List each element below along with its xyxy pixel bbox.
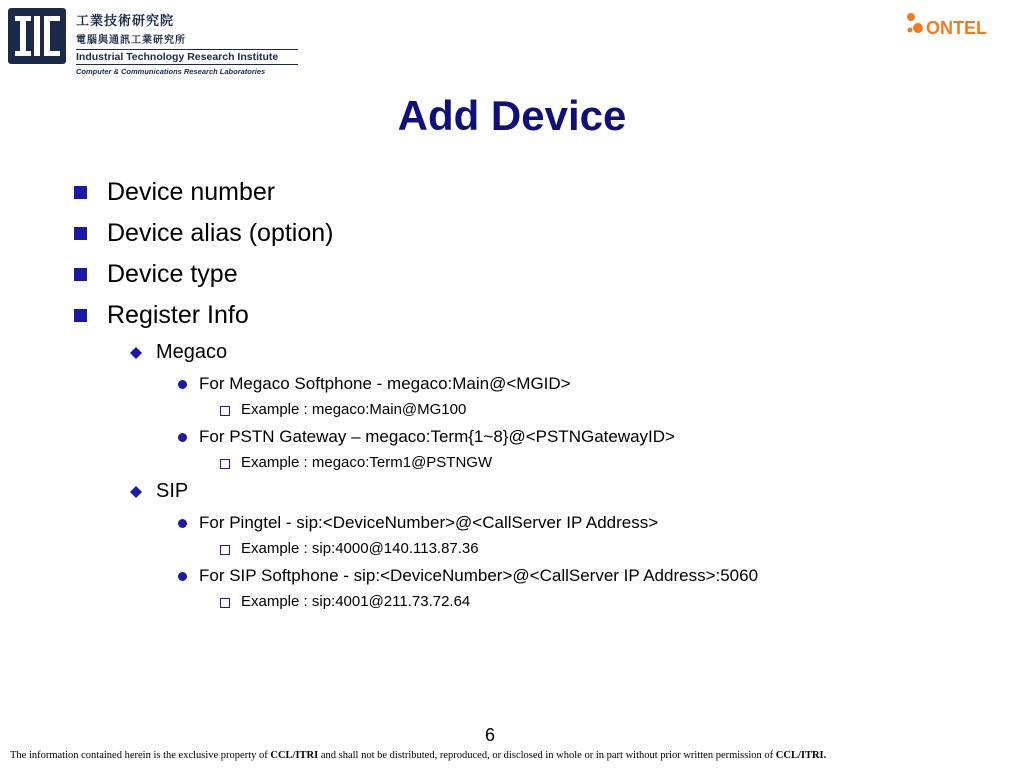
square-bullet-icon [74, 186, 87, 199]
itri-chinese-subname: 電腦與通訊工業研究所 [76, 35, 186, 46]
diamond-bullet-icon [130, 347, 142, 359]
detail-text: For Megaco Softphone - megaco:Main@<MGID> [199, 374, 571, 393]
detail-text: For SIP Softphone - sip:<DeviceNumber>@<CallServer IP Address>:5060 [199, 566, 759, 585]
bullet-text: Device alias (option) [107, 219, 334, 247]
example-text: Example : megaco:Main@MG100 [241, 401, 467, 418]
hollow-square-bullet-icon [220, 598, 230, 608]
itri-lab-name: Computer & Communications Research Laboratories [76, 67, 266, 76]
detail-text: For PSTN Gateway – megaco:Term{1~8}@<PSTNGatewayID> [199, 427, 675, 446]
hollow-square-bullet-icon [220, 459, 230, 469]
hollow-square-bullet-icon [220, 545, 230, 555]
itri-chinese-name: 工業技術研究院 [76, 14, 175, 29]
circle-bullet-icon [178, 433, 187, 442]
circle-bullet-icon [178, 519, 187, 528]
hollow-square-bullet-icon [220, 406, 230, 416]
circle-bullet-icon [178, 380, 187, 389]
example-text: Example : sip:4001@211.73.72.64 [241, 593, 471, 610]
bullet-text: Register Info [107, 301, 249, 329]
circle-bullet-icon [178, 572, 187, 581]
footer-owner-2: CCL/ITRI. [775, 750, 827, 761]
square-bullet-icon [74, 227, 87, 240]
detail-text: For Pingtel - sip:<DeviceNumber>@<CallServer IP Address> [199, 513, 659, 532]
slide-title: Add Device [397, 92, 627, 139]
sub-bullet-text: SIP [156, 480, 189, 502]
footer-owner-1: CCL/ITRI [270, 750, 319, 761]
square-bullet-icon [74, 309, 87, 322]
footer-text-1: The information contained herein is the exclusive property of [10, 750, 271, 761]
bullet-text: Device number [107, 178, 276, 206]
sub-bullet-text: Megaco [156, 341, 228, 363]
footer-disclaimer [10, 750, 1020, 761]
square-bullet-icon [74, 268, 87, 281]
page-number: 6 [484, 725, 495, 745]
ontel-logo-text: ONTEL [926, 18, 987, 38]
footer-text-2: and shall not be distributed, reproduced, or disclosed in whole or in part without prior written permission of [318, 750, 776, 761]
diamond-bullet-icon [130, 486, 142, 498]
example-text: Example : megaco:Term1@PSTNGW [241, 454, 493, 471]
itri-english-name: Industrial Technology Research Institute [76, 49, 298, 65]
example-text: Example : sip:4000@140.113.87.36 [241, 540, 479, 557]
bullet-text: Device type [107, 260, 238, 288]
